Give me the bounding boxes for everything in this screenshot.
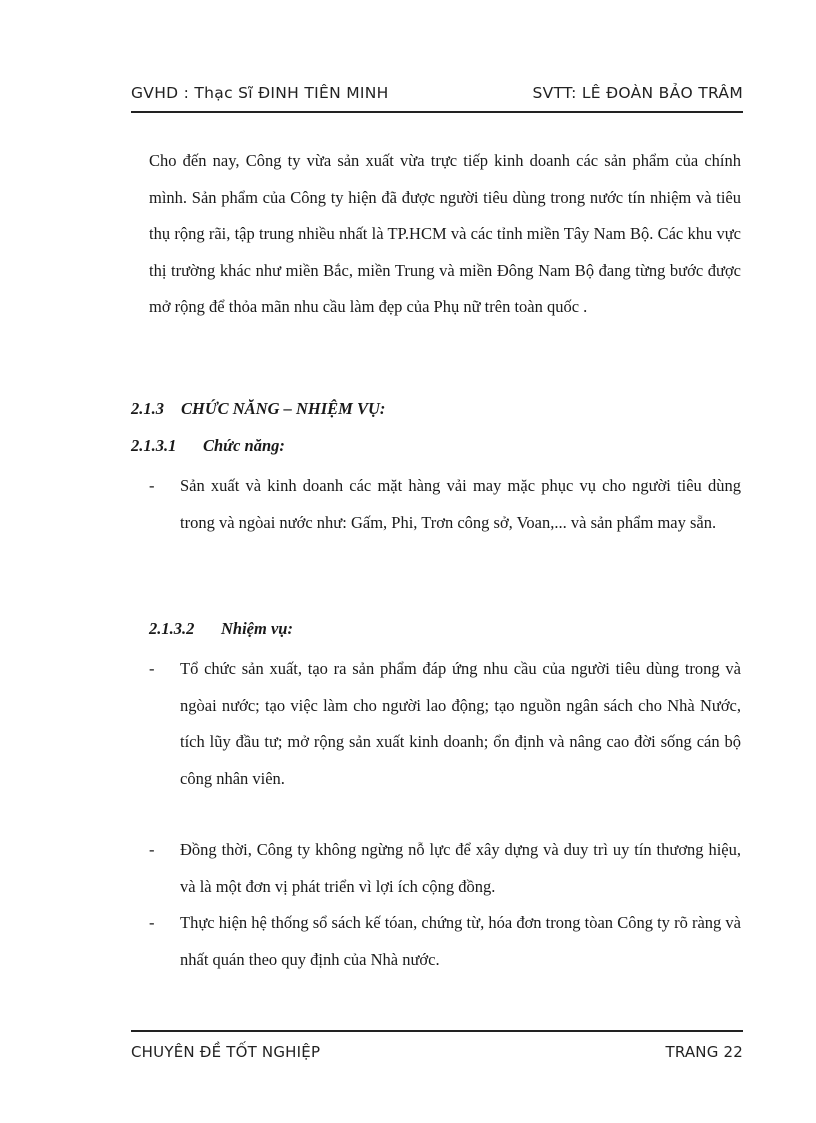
- header-student: SVTT: LÊ ĐOÀN BẢO TRÂM: [532, 84, 743, 102]
- list-item-text: Tổ chức sản xuất, tạo ra sản phẩm đáp ứng nhu cầu của người tiêu dùng trong và ngòai nước; tạo việc làm cho người lao động; tạo nguồn ngân sách cho Nhà Nước, tích lũy đầu tư; mở rộng sản xuất kinh doanh; ổn định và nâng cao đời sống cán bộ công nhân viên.: [180, 659, 741, 788]
- list-item-text: Đồng thời, Công ty không ngừng nỗ lực để xây dựng và duy trì uy tín thương hiệu, và là một đơn vị phát triển vì lợi ích cộng đồng.: [180, 840, 741, 896]
- list-item-duty-2: [149, 832, 741, 905]
- list-item-duty-1: [149, 651, 741, 797]
- section-title: CHỨC NĂNG – NHIỆM VỤ:: [181, 399, 386, 418]
- list-item-text: Thực hiện hệ thống sổ sách kế tóan, chứng từ, hóa đơn trong tòan Công ty rõ ràng và nhất quán theo quy định của Nhà nước.: [180, 913, 741, 969]
- list-item-function: [149, 468, 741, 541]
- bullet-dash: -: [149, 659, 155, 678]
- subsection-title: Nhiệm vụ:: [221, 619, 293, 638]
- intro-paragraph: Cho đến nay, Công ty vừa sản xuất vừa trực tiếp kinh doanh các sản phẩm của chính mình. Sản phẩm của Công ty hiện đã được người tiêu dùng trong nước tín nhiệm và tiêu thụ rộng rãi, tập trung nhiều nhất là TP.HCM và các tỉnh miền Tây Nam Bộ. Các khu vực thị trường khác như miền Bắc, miền Trung và miền Đông Nam Bộ đang từng bước được mở rộng để thỏa mãn nhu cầu làm đẹp của Phụ nữ trên toàn quốc .: [149, 151, 741, 316]
- header-advisor: GVHD : Thạc Sĩ ĐINH TIÊN MINH: [131, 84, 389, 102]
- header-divider: [131, 111, 743, 113]
- subsection-heading-function: [131, 436, 285, 456]
- page-number: TRANG 22: [665, 1043, 743, 1061]
- list-item-text: Sản xuất và kinh doanh các mặt hàng vải may mặc phục vụ cho người tiêu dùng trong và ngòai nước như: Gấm, Phi, Trơn công sở, Voan,... và sản phẩm may sẵn.: [180, 476, 741, 532]
- bullet-dash: -: [149, 840, 155, 859]
- subsection-number: 2.1.3.1: [131, 436, 177, 455]
- page-footer: [131, 1043, 743, 1061]
- list-item-duty-3: [149, 905, 741, 978]
- footer-divider: [131, 1030, 743, 1032]
- section-number: 2.1.3: [131, 399, 164, 418]
- bullet-dash: -: [149, 913, 155, 932]
- page-header: [131, 84, 743, 102]
- bullet-dash: -: [149, 476, 155, 495]
- section-heading-2-1-3: [131, 399, 385, 419]
- footer-title: CHUYÊN ĐỀ TỐT NGHIỆP: [131, 1043, 321, 1061]
- subsection-title: Chức năng:: [203, 436, 285, 455]
- subsection-heading-duty: [149, 619, 293, 639]
- subsection-number: 2.1.3.2: [149, 619, 195, 638]
